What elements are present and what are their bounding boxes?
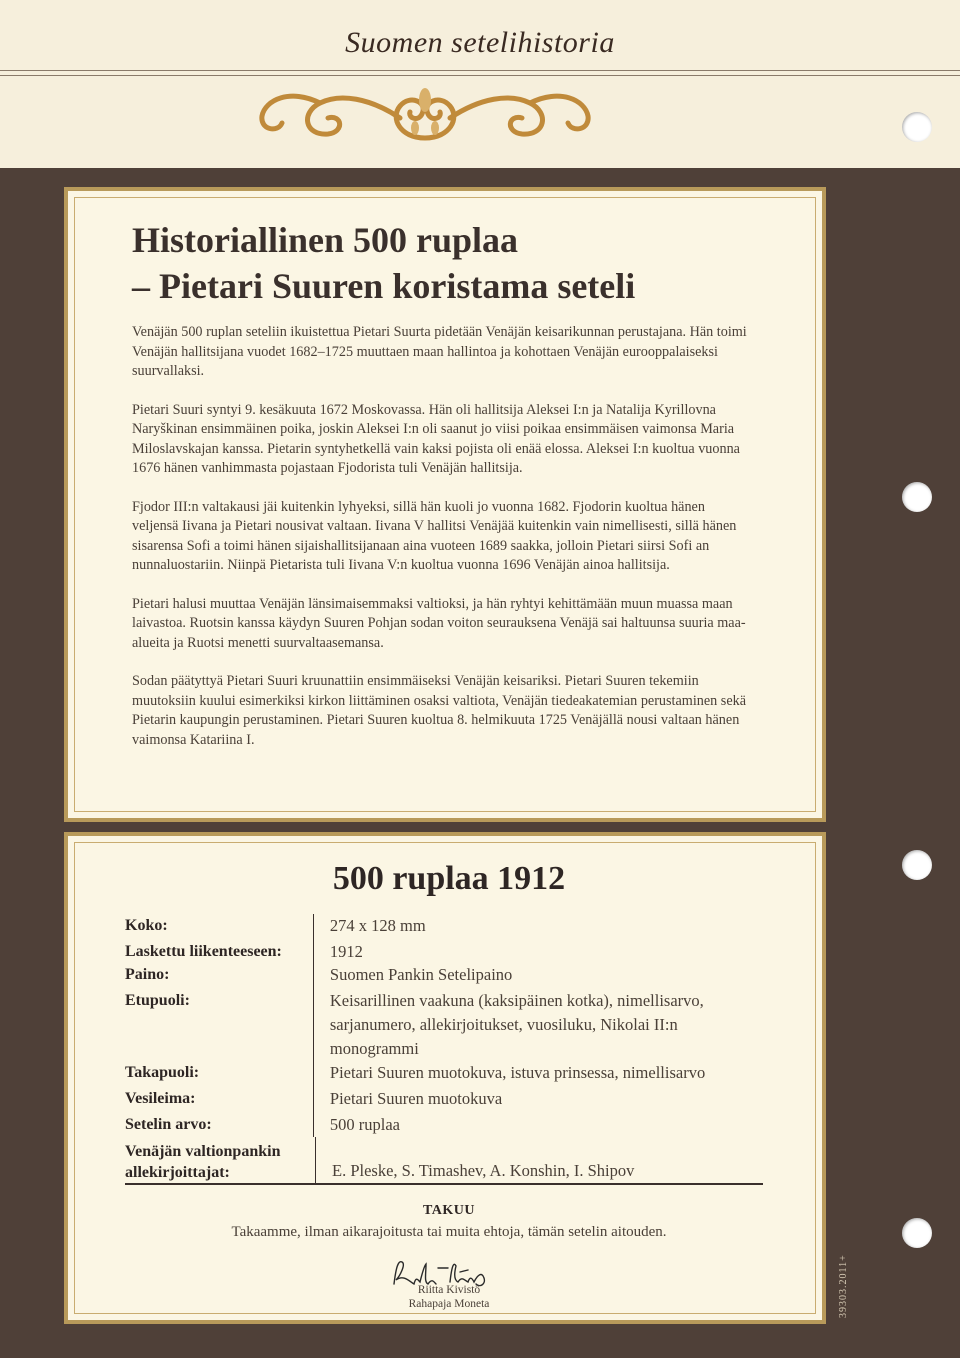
header-band [0,0,960,168]
banknote-panel [64,832,826,1324]
article-title [132,217,635,309]
spec-row [125,1137,765,1183]
scroll-ornament-icon [250,78,600,148]
spec-row [125,940,765,963]
header-rule-secondary [0,75,960,76]
specs-table [125,914,765,1183]
article-paragraph: Sodan päätyttyä Pietari Suuri kruunattiin ensimmäiseksi Venäjän keisariksi. Pietari Suuren tekemiin muutoksiin kuului esimerkiksi kirkon liittäminen osaksi valtiota, Venäjän tiedeakatemian perustaminen sekä Pietarin kaupungin perustaminen. Pietari Suuren kuoltua 8. helmikuuta 1725 Venäjällä nousi valtaan hänen vaimonsa Katariina I. [132,673,747,748]
spec-label: Takapuoli: [125,1064,200,1081]
spec-label: Koko: [125,917,168,934]
signer-organization: Rahapaja Moneta [408,1298,490,1310]
spec-label: Laskettu liikenteeseen: [125,943,282,960]
spec-value: 1912 [313,940,765,963]
guarantee-title: TAKUU [422,1203,476,1218]
article-title-line1: Historiallinen 500 ruplaa [132,220,519,260]
article-panel [64,187,826,822]
spec-row [125,1061,765,1087]
article-body [132,323,752,769]
article-title-line2: – Pietari Suuren koristama seteli [132,266,636,306]
guarantee-text: Takaamme, ilman aikarajoitusta tai muita ehtoja, tämän setelin aitouden. [231,1224,667,1240]
spec-value: 274 x 128 mm [313,914,765,940]
spec-row [125,914,765,940]
spec-value: E. Pleske, S. Timashev, A. Konshin, I. Shipov [315,1137,755,1183]
article-paragraph: Pietari halusi muuttaa Venäjän länsimaisemmaksi valtioksi, ja hän ryhtyi kehittämään muun muassa maan laivastoa. Ruotsin kanssa käydyn Suuren Pohjan sodan voiton seurauksena Venäjä sai haltuunsa suuria maa-alueita ja Ruotsi menetti suurvaltaasemansa. [132,595,746,651]
article-paragraph: Fjodor III:n valtakausi jäi kuitenkin lyhyeksi, sillä hän kuoli jo vuonna 1682. Fjodorin kuoltua hänen veljensä Iivana ja Pietari nousivat valtaan. Iivana V hallitsi Venäjää kuitenkin vain nimellisesti, sillä hänen sisarensa Sofi a toimi hänen sijaishallitsijanaan aina vuoteen 1689 saakka, jolloin Pietari siirsi Sofi an nunnaluostariin. Niinpä Pietarista tuli Iivana V:n kuoltua vuonna 1696 Venäjän ainoa hallitsija. [132,498,737,573]
signer-name: Riitta Kivistö [417,1284,481,1296]
spec-label: Vesileima: [125,1090,196,1107]
article-paragraph: Venäjän 500 ruplan seteliin ikuistettua Pietari Suurta pidetään Venäjän keisarikunnan perustajana. Hän toimi Venäjän hallitsijana vuodet 1682–1725 muuttaen maan hallintoa ja kohottaen Venäjän eurooppalaiseksi suurvallaksi. [132,324,747,379]
product-code: 39303.2011+ [838,1254,849,1318]
spec-label: Paino: [125,966,170,983]
spec-value: Suomen Pankin Setelipaino [313,963,765,989]
binder-hole [902,482,932,512]
banknote-title: 500 ruplaa 1912 [332,860,566,897]
spec-value: Pietari Suuren muotokuva, istuva prinsessa, nimellisarvo [313,1061,765,1087]
binder-hole [902,850,932,880]
binder-hole [902,112,932,142]
article-paragraph: Pietari Suuri syntyi 9. kesäkuuta 1672 Moskovassa. Hän oli hallitsija Aleksei I:n ja Natalija Kyrillovna Naryškinan ensimmäinen poika, joskin Aleksei I:n oli saanut jo viisi poikaa ensimmäisen vaimonsa Maria Miloslavskajan kanssa. Pietarin syntyhetkellä vain kaksi pojista oli enää elossa. Aleksei I:n kuoltua vuonna 1676 hänen vanhimmasta pojastaan Fjodorista tuli Venäjän hallitsija. [132,401,740,476]
spec-row [125,1113,765,1137]
spec-value: 500 ruplaa [313,1113,765,1137]
binder-hole [902,1218,932,1248]
spec-row [125,989,765,1061]
spec-row [125,963,765,989]
spec-label: Venäjän valtionpankin allekirjoittajat: [125,1143,281,1181]
spec-label: Etupuoli: [125,992,190,1009]
specs-divider [125,1183,763,1185]
series-title: Suomen setelihistoria [345,26,615,59]
spec-value: Pietari Suuren muotokuva [313,1087,765,1113]
spec-row [125,1087,765,1113]
header-rule [0,70,960,71]
spec-value: Keisarillinen vaakuna (kaksipäinen kotka), nimellisarvo, sarjanumero, allekirjoitukset, vuosiluku, Nikolai II:n monogrammi [313,989,765,1061]
spec-label: Setelin arvo: [125,1116,212,1133]
